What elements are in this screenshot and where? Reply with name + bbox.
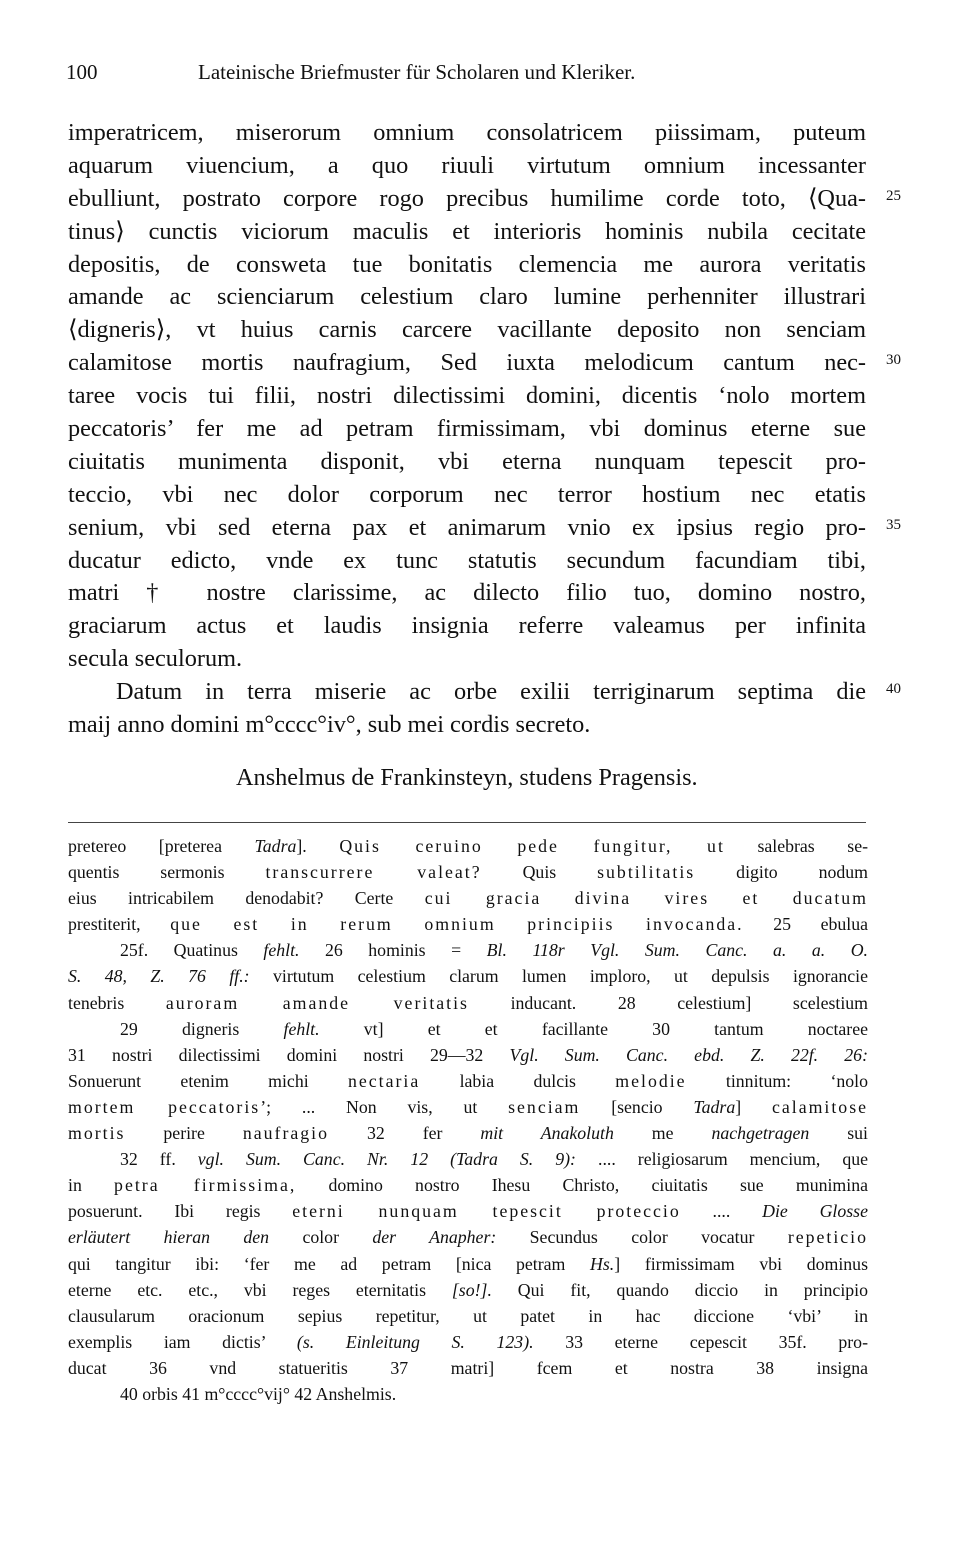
- line-number: 40: [886, 681, 901, 697]
- signature: Anshelmus de Frankinsteyn, studens Pragensis.: [236, 764, 698, 791]
- note-line: Sonuerunt etenim michi nectaria labia dulcis melodie tinnitum: ‘nolo: [68, 1070, 868, 1091]
- page-number: 100: [66, 60, 98, 84]
- footnote-divider: [68, 822, 866, 823]
- note-line: 40 orbis 41 m°cccc°vij° 42 Anshelmis.: [120, 1383, 397, 1404]
- note-line: exemplis iam dictis’ (s. Einleitung S. 123). 33 eterne cepescit 35f. pro-: [68, 1331, 868, 1352]
- line-number: 30: [886, 352, 901, 368]
- note-line: pretereo [preterea Tadra]. Quis ceruino pede fungitur, ut salebras se-: [68, 836, 869, 856]
- text-line: imperatricem, miserorum omnium consolatricem piissimam, puteum: [68, 119, 866, 146]
- note-line: eterne etc. etc., vbi reges eternitatis [so!]. Qui fit, quando diccio in principio: [68, 1279, 868, 1300]
- text-line: calamitose mortis naufragium, Sed iuxta melodicum cantum nec-: [68, 349, 866, 377]
- note-line: 32 ff. vgl. Sum. Canc. Nr. 12 (Tadra S. 9): .... religiosarum mencium, que: [120, 1149, 868, 1170]
- line-number: 35: [886, 517, 901, 533]
- text-line: aquarum viuencium, a quo riuuli virtutum omnium incessanter: [68, 151, 866, 179]
- text-line: senium, vbi sed eterna pax et animarum vnio ex ipsius regio pro-: [68, 513, 866, 541]
- text-line: Datum in terra miserie ac orbe exilii terriginarum septima die: [116, 678, 866, 706]
- text-line: amande ac scienciarum celestium claro lumine perhenniter illustrari: [68, 283, 866, 311]
- note-line: quentis sermonis transcurrere valeat? Quis subtilitatis digito nodum: [68, 862, 869, 883]
- note-line: tenebris auroram amande veritatis inducant. 28 celestium] scelestium: [68, 992, 868, 1013]
- critical-apparatus: [68, 833, 868, 1407]
- text-line: ducatur edicto, vnde ex tunc statutis secundum facundiam tibi,: [68, 546, 866, 574]
- text-line: tinus⟩ cunctis viciorum maculis et interioris hominis nubila cecitate: [68, 217, 866, 245]
- note-line: prestiterit, que est in rerum omnium principiis invocanda. 25 ebulua: [68, 914, 868, 935]
- note-line: ducat 36 vnd statueritis 37 matri] fcem et nostra 38 insigna: [68, 1357, 868, 1378]
- note-line: clausularum oracionum sepius repetitur, ut patet in hac diccione ‘vbi’ in: [68, 1305, 868, 1326]
- note-line: 31 nostri dilectissimi domini nostri 29—32 Vgl. Sum. Canc. ebd. Z. 22f. 26:: [68, 1044, 868, 1065]
- text-line: ⟨digneris⟩, vt huius carnis carcere vacillante deposito non senciam: [68, 316, 866, 344]
- note-line: in petra firmissima, domino nostro Ihesu Christo, ciuitatis sue munimina: [68, 1175, 868, 1196]
- note-line: eius intricabilem denodabit? Certe cui gracia divina vires et ducatum: [68, 888, 868, 909]
- main-text: [68, 117, 866, 742]
- text-line: peccatoris’ fer me ad petram firmissimam, vbi dominus eterne sue: [68, 415, 866, 443]
- text-line: graciarum actus et laudis insignia referre valeamus per infinita: [68, 612, 866, 640]
- line-number: 25: [886, 188, 901, 204]
- text-line: taree vocis tui filii, nostri dilectissimi domini, dicentis ‘nolo mortem: [68, 382, 866, 410]
- text-line: maij anno domini m°cccc°iv°, sub mei cordis secreto.: [68, 711, 591, 739]
- note-line: posuerunt. Ibi regis eterni nunquam tepescit proteccio .... Die Glosse: [68, 1201, 868, 1222]
- text-line: secula seculorum.: [68, 645, 243, 673]
- note-line: mortem peccatoris’; ... Non vis, ut senciam [sencio Tadra] calamitose: [68, 1096, 869, 1117]
- text-line: teccio, vbi nec dolor corporum nec terror hostium nec etatis: [68, 480, 866, 508]
- running-title: Lateinische Briefmuster für Scholaren und Kleriker.: [198, 60, 636, 84]
- note-line: 25f. Quatinus fehlt. 26 hominis = Bl. 118r Vgl. Sum. Canc. a. a. O.: [120, 940, 868, 961]
- note-line: S. 48, Z. 76 ff.: virtutum celestium clarum lumen imploro, ut depulsis ignorancie: [68, 966, 868, 987]
- text-line: ebulliunt, postrato corpore rogo precibus humilime corde toto, ⟨Qua-: [68, 184, 866, 212]
- text-line: matri † nostre clarissime, ac dilecto filio tuo, domino nostro,: [68, 579, 866, 607]
- note-line: 29 digneris fehlt. vt] et et facillante 30 tantum noctaree: [120, 1018, 868, 1039]
- text-line: depositis, de consweta tue bonitatis clemencia me aurora veritatis: [68, 250, 866, 278]
- note-line: erläutert hieran den color der Anapher: Secundus color vocatur repeticio: [68, 1227, 869, 1248]
- note-line: mortis perire naufragio 32 fer mit Anakoluth me nachgetragen sui: [68, 1123, 868, 1144]
- text-line: ciuitatis munimenta disponit, vbi eterna nunquam tepescit pro-: [68, 447, 866, 475]
- note-line: qui tangitur ibi: ‘fer me ad petram [nica petram Hs.] firmissimam vbi dominus: [68, 1253, 868, 1274]
